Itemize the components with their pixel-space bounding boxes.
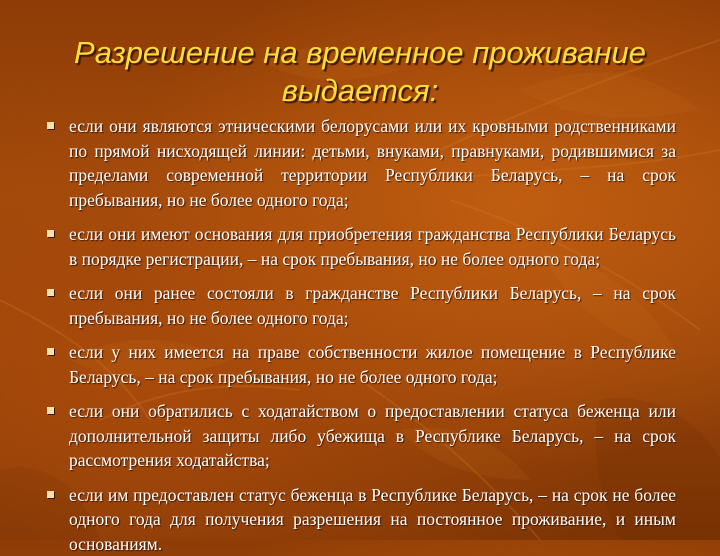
square-bullet-icon xyxy=(47,491,54,498)
list-item-text: если у них имеется на праве собственности жилое помещение в Республике Беларусь, – на срок пребывания, но не более одного года; xyxy=(69,342,676,387)
slide-title xyxy=(0,34,720,110)
square-bullet-icon xyxy=(47,348,54,355)
list-item-text: если они являются этническими белорусами или их кровными родственниками по прямой нисходящей линии: детьми, внуками, правнуками, родившимися за пределами современной территории Республики Беларусь, – на срок пребывания, но не более одного года; xyxy=(69,116,676,210)
list-item xyxy=(44,340,676,389)
list-item xyxy=(44,222,676,271)
square-bullet-icon xyxy=(47,407,54,414)
list-item-text: если они имеют основания для приобретения гражданства Республики Беларусь в порядке регистрации, – на срок пребывания, но не более одного года; xyxy=(69,224,676,269)
square-bullet-icon xyxy=(47,230,54,237)
bullet-list xyxy=(44,114,676,540)
list-item xyxy=(44,399,676,473)
list-item xyxy=(44,114,676,212)
list-item-text: если им предоставлен статус беженца в Республике Беларусь, – на срок не более одного года для получения разрешения на постоянное проживание, и иным основаниям. xyxy=(69,485,676,554)
list-item xyxy=(44,483,676,556)
square-bullet-icon xyxy=(47,122,54,129)
slide-title-line-1: Разрешение на временное проживание xyxy=(0,34,720,72)
square-bullet-icon xyxy=(47,289,54,296)
list-item xyxy=(44,281,676,330)
list-item-text: если они обратились с ходатайством о предоставлении статуса беженца или дополнительной защиты либо убежища в Республике Беларусь, – на срок рассмотрения ходатайства; xyxy=(69,401,676,470)
slide-title-line-2: выдается: xyxy=(0,72,720,110)
list-item-text: если они ранее состояли в гражданстве Республики Беларусь, – на срок пребывания, но не более одного года; xyxy=(69,283,676,328)
